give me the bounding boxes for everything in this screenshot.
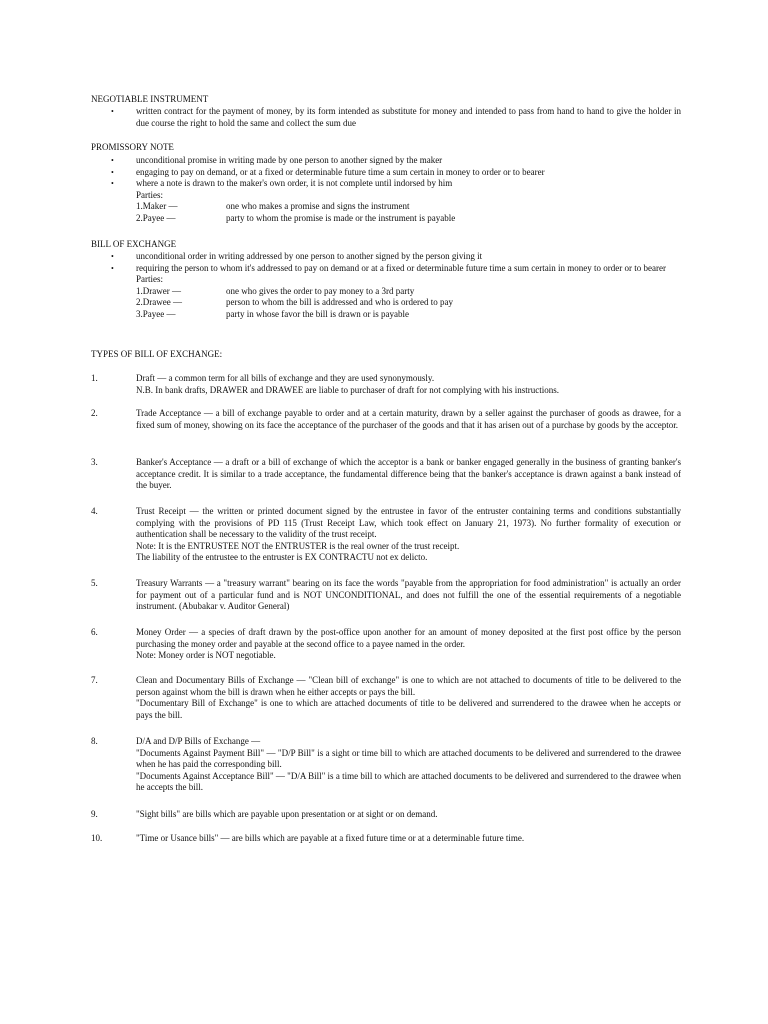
party-description: person to whom the bill is addressed and who is ordered to pay — [226, 297, 453, 307]
bullet-text: written contract for the payment of money, by its form intended as substitute for money and intended to pass from hand to hand to give the holder in due course the right to hold the same and collect the sum due — [136, 106, 681, 128]
bullet-item — [111, 251, 681, 263]
list-text: Treasury Warrants — a "treasury warrant" bearing on its face the words "payable from the appropriation for food administration" is actually an order for payment out of a particular fund and is NOT UNCONDITIONAL, and does not fulfill the one of the essential requirements of a negotiable instrument. (Abubakar v. Auditor General) — [136, 578, 681, 611]
party-name: 1.Maker — — [136, 201, 178, 211]
list-number: 6. — [91, 627, 98, 637]
party-row — [136, 201, 681, 213]
bullet-text: unconditional promise in writing made by one person to another signed by the maker — [136, 155, 443, 165]
list-number: 1. — [91, 373, 98, 383]
party-name: 2.Drawee — — [136, 297, 182, 307]
list-number: 10. — [91, 833, 103, 843]
party-name: 2.Payee — — [136, 212, 176, 223]
bullet-item — [111, 178, 681, 190]
promissory-parties — [111, 190, 681, 225]
section-heading-promissory-note: PROMISSORY NOTE — [91, 142, 174, 152]
party-description: party in whose favor the bill is drawn or is payable — [226, 308, 409, 319]
bullet-icon: • — [111, 179, 114, 188]
list-item — [91, 578, 681, 613]
list-number: 4. — [91, 506, 98, 516]
party-description: party to whom the promise is made or the instrument is payable — [226, 212, 456, 223]
parties-label: Parties: — [136, 274, 163, 284]
party-name: 1.Drawer — — [136, 285, 181, 296]
list-text: D/A and D/P Bills of Exchange — — [136, 736, 261, 746]
bullet-icon: • — [111, 107, 114, 116]
list-number: 2. — [91, 408, 98, 418]
bullet-text: where a note is drawn to the maker's own order, it is not complete until indorsed by him — [136, 178, 453, 188]
list-text: Draft — a common term for all bills of exchange and they are used synonymously. — [136, 373, 435, 383]
bullet-item — [111, 167, 681, 179]
list-item — [91, 736, 681, 794]
list-text: Money Order — a species of draft drawn by the post-office upon another for an amount of money deposited at the first post office by the person purchasing the money order and payable at the second office to a payee named in the order. — [136, 627, 681, 649]
list-text: "Documentary Bill of Exchange" is one to which are attached documents of title to be delivered and surrendered to the drawee when he accepts or pays the bill. — [136, 698, 681, 720]
promissory-note-bullets — [111, 155, 681, 224]
list-text: Banker's Acceptance — a draft or a bill of exchange of which the acceptor is a bank or banker engaged generally in the business of granting banker's acceptance credit. It is similar to a trade acceptance, the fundamental difference being that the banker's acceptance is drawn against a bank instead of the buyer. — [136, 457, 681, 490]
list-item — [91, 408, 681, 431]
list-number: 9. — [91, 809, 98, 819]
section-heading-types-of-bill: TYPES OF BILL OF EXCHANGE: — [91, 349, 223, 359]
bullet-icon: • — [111, 156, 114, 165]
bullet-text: engaging to pay on demand, or at a fixed or determinable future time a sum certain in money to order or to bearer — [136, 166, 545, 177]
list-text: "Sight bills" are bills which are payable upon presentation or at sight or on demand. — [136, 809, 438, 819]
bullet-text: unconditional order in writing addressed by one person to another signed by the person giving it — [136, 251, 483, 261]
party-description: one who makes a promise and signs the instrument — [226, 201, 410, 211]
list-item — [91, 675, 681, 721]
party-name: 3.Payee — — [136, 308, 176, 319]
list-number: 3. — [91, 457, 98, 467]
list-text: "Time or Usance bills" — are bills which are payable at a fixed future time or at a determinable future time. — [136, 833, 525, 843]
bill-parties — [111, 274, 681, 320]
list-item — [91, 373, 681, 396]
list-item — [91, 809, 681, 821]
party-row — [136, 297, 681, 309]
party-description: one who gives the order to pay money to a 3rd party — [226, 285, 415, 296]
bullet-item — [111, 155, 681, 167]
negotiable-instrument-bullets — [111, 106, 681, 129]
bullet-item — [111, 263, 681, 275]
bullet-icon: • — [111, 167, 114, 177]
bill-of-exchange-bullets — [111, 251, 681, 320]
party-row — [136, 286, 681, 298]
section-heading-bill-of-exchange: BILL OF EXCHANGE — [91, 239, 177, 249]
bullet-item — [111, 106, 681, 129]
list-text: Clean and Documentary Bills of Exchange — "Clean bill of exchange" is one to which are not attached to documents of title to be delivered to the person against whom the bill is drawn when he either accepts or pays the bill. — [136, 675, 681, 697]
list-text: The liability of the entrustee to the entruster is EX CONTRACTU not ex delicto. — [136, 552, 428, 562]
list-text: Trust Receipt — the written or printed document signed by the entrustee in favor of the entruster containing terms and conditions substantially complying with the provisions of PD 115 (Trust Receipt Law, which took effect on January 21, 1973). No further formality of execution or authentication shall be necessary to the validity of the trust receipt. — [136, 506, 681, 539]
list-item — [91, 506, 681, 564]
list-number: 5. — [91, 578, 98, 588]
parties-label: Parties: — [136, 189, 163, 200]
party-row — [136, 309, 681, 321]
list-item — [91, 627, 681, 662]
section-heading-negotiable-instrument: NEGOTIABLE INSTRUMENT — [91, 94, 209, 104]
bullet-text: requiring the person to whom it's addressed to pay on demand or at a fixed or determinable future time a sum certain in money to order or to bearer — [136, 262, 666, 273]
list-text: "Documents Against Acceptance Bill" — "D/A Bill" is a time bill to which are attached documents to be delivered and surrendered to the drawee when he accepts the bill. — [136, 770, 681, 792]
party-row — [136, 213, 681, 225]
list-item — [91, 457, 681, 492]
list-item — [91, 833, 681, 845]
bullet-icon: • — [111, 263, 114, 273]
list-text: "Documents Against Payment Bill" — "D/P Bill" is a sight or time bill to which are attached documents to be delivered and surrendered to the drawee when he has paid the corresponding bill. — [136, 747, 681, 769]
list-text: Trade Acceptance — a bill of exchange payable to order and at a certain maturity, drawn by a seller against the purchaser of goods as drawee, for a fixed sum of money, showing on its face the acceptance of the purchaser of the goods and that it has arisen out of a purchase by goods by the acceptor. — [136, 408, 681, 430]
list-text: Note: Money order is NOT negotiable. — [136, 650, 276, 660]
list-text: Note: It is the ENTRUSTEE NOT the ENTRUSTER is the real owner of the trust receipt. — [136, 540, 460, 551]
bullet-icon: • — [111, 252, 114, 261]
list-number: 7. — [91, 675, 98, 685]
list-number: 8. — [91, 736, 98, 746]
list-text: N.B. In bank drafts, DRAWER and DRAWEE are liable to purchaser of draft for not complying with his instructions. — [136, 384, 559, 395]
